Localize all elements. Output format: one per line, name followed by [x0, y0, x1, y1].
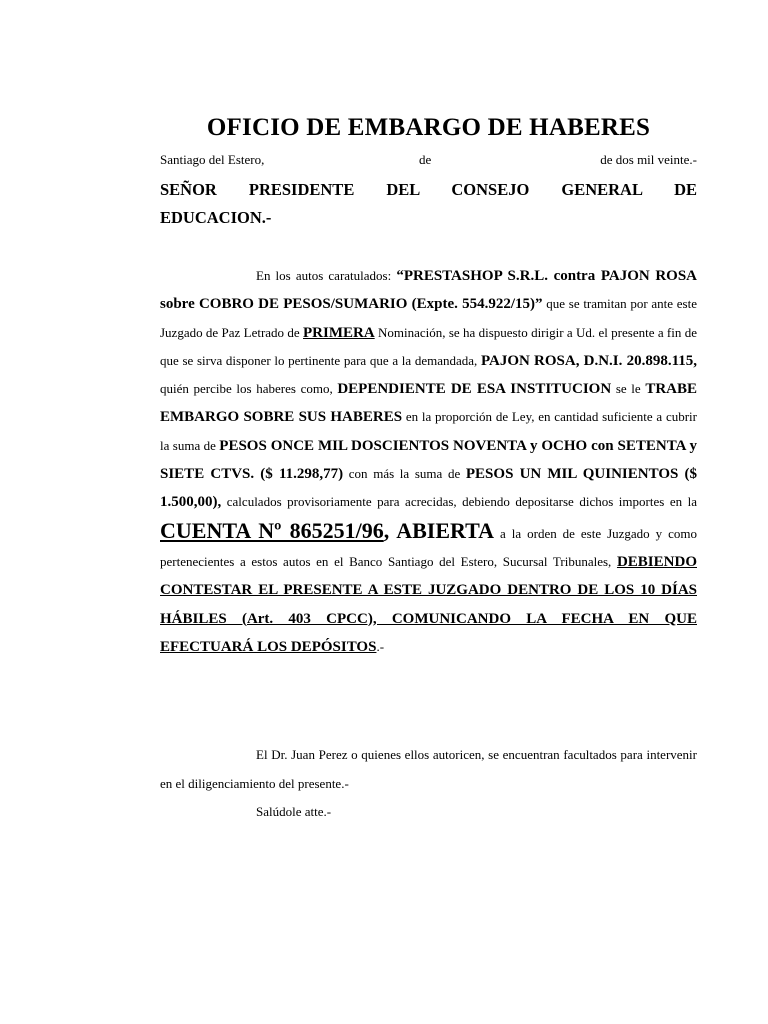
account-number: CUENTA Nº 865251/96 [160, 517, 384, 543]
body-text-9: a la orden de este Juzgado y como pertenecientes a estos autos en el Banco Santiago del Estero, Sucursal Tribunales, [160, 525, 697, 569]
document-title: OFICIO DE EMBARGO DE HABERES [206, 114, 651, 141]
dateline-year: de dos mil veinte.- [600, 152, 697, 167]
body-text-10: .- [376, 638, 385, 654]
body-text-4: quién percibe los haberes como, [160, 381, 338, 397]
account-open: ABIERTA [396, 517, 495, 543]
addressee [160, 176, 697, 232]
closing: Salúdole atte.- [256, 804, 332, 819]
body-text-7: con más la suma de [343, 466, 466, 482]
body-text-2: que se tramitan por ante este Juzgado de Paz Letrado de [160, 296, 698, 340]
authorization-paragraph [160, 740, 697, 798]
body-text-8: calculados provisoriamente para acrecidas, debiendo depositarse dichos importes en la [221, 494, 697, 510]
defendant-id: PAJON ROSA, D.N.I. 20.898.115, [480, 352, 697, 369]
body-paragraph [160, 262, 697, 661]
body-text-6: en la proporción de Ley, en cantidad suficiente a cubrir la suma de [160, 409, 697, 453]
body-text-1: En los autos caratulados: [256, 268, 397, 283]
body-text-3: Nominación, se ha dispuesto dirigir a Ud. el presente a fin de que se sirva disponer lo pertinente para que a la demandada, [160, 324, 697, 368]
additional-amount: PESOS UN MIL QUINIENTOS ($ 1.500,00), [160, 466, 697, 511]
dateline-city: Santiago del Estero, [160, 152, 265, 167]
addressee-line-1: SEÑOR PRESIDENTE DEL CONSEJO GENERAL DE [160, 180, 697, 199]
case-title: “PRESTASHOP S.R.L. contra PAJON ROSA sobre COBRO DE PESOS/SUMARIO (Expte. 554.922/15)” [160, 268, 698, 313]
addressee-line-2: EDUCACION.- [160, 208, 272, 227]
dateline-de: de [419, 152, 432, 167]
account-separator: , [383, 517, 397, 543]
court-nomination: PRIMERA [303, 324, 375, 341]
principal-amount: PESOS ONCE MIL DOSCIENTOS NOVENTA y OCHO con SETENTA y SIETE CTVS. ($ 11.298,77) [160, 437, 697, 483]
employer: DEPENDIENTE DE ESA INSTITUCION [337, 381, 612, 398]
embargo-order: TRABE EMBARGO SOBRE SUS HABERES [160, 381, 697, 426]
body-text-5: se le [611, 381, 646, 397]
dateline [160, 152, 697, 170]
authorization-text: El Dr. Juan Perez o quienes ellos autoricen, se encuentran facultados para intervenir en el diligenciamiento del presente.- [160, 747, 697, 791]
response-instruction: DEBIENDO CONTESTAR EL PRESENTE A ESTE JUZGADO DENTRO DE LOS 10 DÍAS HÁBILES (Art. 403 CPCC), COMUNICANDO LA FECHA EN QUE EFECTUARÁ LOS DEPÓSITOS [160, 553, 697, 655]
